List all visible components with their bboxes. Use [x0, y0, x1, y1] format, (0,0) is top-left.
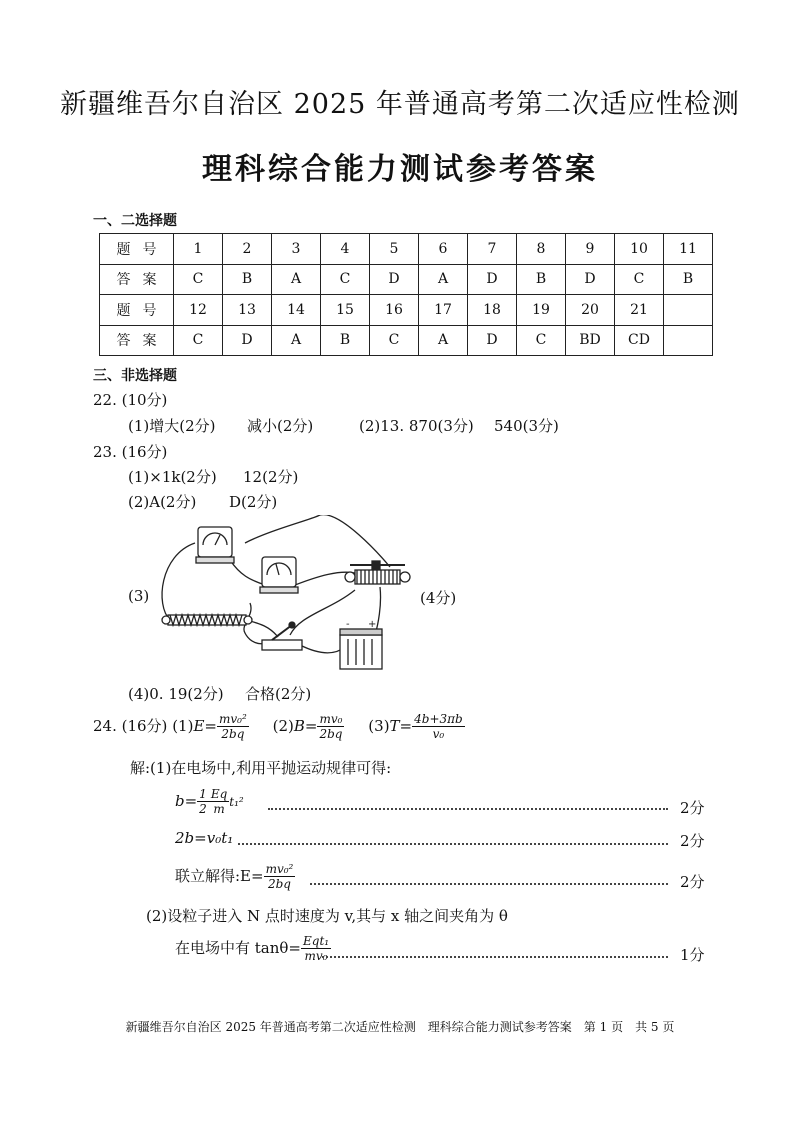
eq3-points: 2分 — [680, 873, 705, 891]
table-cell: 4 — [321, 234, 370, 265]
fraction-numerator: mv₀² — [218, 712, 247, 726]
row-label: 题号 — [100, 234, 174, 265]
q23-answer-4a: (4)0. 19(2分) — [128, 685, 224, 703]
fraction-denominator: m — [213, 802, 225, 817]
circuit-diagram — [150, 515, 430, 685]
table-cell: D — [566, 264, 615, 295]
eq1-lhs: b= — [175, 791, 198, 810]
table-row — [100, 295, 713, 326]
q22-answer-2b: 540(3分) — [494, 417, 559, 435]
table-cell — [664, 295, 713, 326]
table-cell: 18 — [468, 295, 517, 326]
leader-dots — [322, 956, 668, 958]
eq4-points: 1分 — [680, 946, 705, 964]
wire — [300, 645, 345, 653]
q24-B-fraction — [317, 712, 344, 742]
table-cell: 8 — [517, 234, 566, 265]
table-cell: D — [223, 325, 272, 356]
table-cell: B — [223, 264, 272, 295]
eq2-points: 2分 — [680, 832, 705, 850]
table-cell: A — [419, 325, 468, 356]
table-row — [100, 264, 713, 295]
exam-title: 新疆维吾尔自治区 2025 年普通高考第二次适应性检测 — [60, 89, 740, 120]
table-cell: D — [468, 264, 517, 295]
table-cell: 20 — [566, 295, 615, 326]
table-cell: 9 — [566, 234, 615, 265]
fraction-denominator: 2bq — [267, 877, 291, 892]
q23-part3-label: (3) — [128, 587, 150, 605]
row-label: 题号 — [100, 295, 174, 326]
fraction-numerator: Eq — [210, 787, 228, 801]
q24-header-line — [93, 712, 465, 742]
eq3-fraction — [264, 862, 296, 892]
fraction-denominator: 2bq — [221, 727, 245, 742]
table-cell: A — [419, 264, 468, 295]
fraction-numerator: 1 — [199, 787, 207, 801]
table-cell: 5 — [370, 234, 419, 265]
table-cell: 15 — [321, 295, 370, 326]
table-cell: 16 — [370, 295, 419, 326]
q23-answer-1b: 12(2分) — [243, 468, 299, 486]
eq1-fraction-half — [197, 787, 209, 817]
leader-dots — [238, 843, 668, 845]
battery-minus-label: - — [346, 619, 350, 630]
table-cell: D — [370, 264, 419, 295]
q24-T-lhs: T= — [389, 716, 413, 735]
q24-part2-text: (2)设粒子进入 N 点时速度为 v,其与 x 轴之间夹角为 θ — [146, 907, 508, 925]
ammeter — [196, 527, 234, 563]
q24-T-fraction — [412, 712, 465, 742]
resistance-wire — [162, 615, 252, 625]
leader-dots — [268, 808, 668, 810]
eq1-points: 2分 — [680, 799, 705, 817]
q23-answer-4b: 合格(2分) — [245, 685, 312, 703]
table-cell: 13 — [223, 295, 272, 326]
q22-answer-1a: (1)增大(2分) — [128, 417, 216, 435]
table-cell: C — [370, 325, 419, 356]
q23-answer-2a: (2)A(2分) — [128, 493, 197, 511]
q24-header: 24. (16分) — [93, 716, 168, 735]
table-cell: A — [272, 325, 321, 356]
fraction-denominator: 2bq — [319, 727, 343, 742]
table-cell: BD — [566, 325, 615, 356]
eq3-lhs: 联立解得:E= — [175, 866, 264, 885]
table-cell: 3 — [272, 234, 321, 265]
q23-header: 23. (16分) — [93, 443, 168, 461]
table-cell: B — [664, 264, 713, 295]
choice-answer-table — [99, 233, 713, 356]
voltmeter — [260, 557, 298, 593]
fraction-numerator: mv₀² — [265, 862, 294, 876]
table-cell: CD — [615, 325, 664, 356]
battery-plus-label: + — [368, 619, 377, 630]
q24-eq4 — [175, 934, 331, 964]
q24-part2-label: (2) — [272, 716, 294, 735]
table-cell: C — [174, 325, 223, 356]
table-cell: B — [321, 325, 370, 356]
q23-answer-2b: D(2分) — [229, 493, 278, 511]
leader-dots — [310, 883, 668, 885]
table-cell: 19 — [517, 295, 566, 326]
wire — [162, 543, 195, 620]
battery — [340, 629, 382, 669]
table-cell: 11 — [664, 234, 713, 265]
q24-part1-label: (1) — [172, 716, 194, 735]
q24-part3-label: (3) — [368, 716, 390, 735]
table-cell: C — [321, 264, 370, 295]
q24-eq2: 2b=v₀t₁ — [175, 829, 234, 847]
fraction-denominator: mv₀ — [304, 949, 328, 964]
table-cell: C — [517, 325, 566, 356]
table-cell: 12 — [174, 295, 223, 326]
q24-B-lhs: B= — [293, 716, 318, 735]
rheostat — [345, 561, 410, 584]
table-cell: C — [174, 264, 223, 295]
table-cell: 1 — [174, 234, 223, 265]
row-label: 答案 — [100, 325, 174, 356]
table-cell: 6 — [419, 234, 468, 265]
section-nonchoice-title: 三、非选择题 — [93, 368, 177, 384]
table-cell: 14 — [272, 295, 321, 326]
fraction-numerator: 4b+3πb — [414, 712, 463, 726]
table-cell — [664, 325, 713, 356]
table-cell: D — [468, 325, 517, 356]
fraction-numerator: mv₀ — [317, 712, 344, 727]
fraction-denominator: 2 — [199, 802, 207, 817]
q24-solution-intro: 解:(1)在电场中,利用平抛运动规律可得: — [130, 759, 392, 777]
fraction-denominator: v₀ — [432, 727, 445, 742]
q23-answer-1a: (1)×1k(2分) — [128, 468, 217, 486]
answer-key-title: 理科综合能力测试参考答案 — [202, 152, 598, 187]
q22-header: 22. (10分) — [93, 391, 168, 409]
q24-E-lhs: E= — [193, 716, 217, 735]
table-cell: C — [615, 264, 664, 295]
fraction-numerator: Eqt₁ — [303, 934, 330, 948]
table-cell: 21 — [615, 295, 664, 326]
table-row — [100, 234, 713, 265]
table-cell: 17 — [419, 295, 468, 326]
eq1-fraction-eq-m — [209, 787, 229, 817]
eq4-fraction — [301, 934, 331, 964]
eq1-tail: t₁² — [229, 794, 244, 809]
table-cell: 2 — [223, 234, 272, 265]
q22-answer-2a: (2)13. 870(3分) — [359, 417, 474, 435]
table-cell: A — [272, 264, 321, 295]
section-choice-title: 一、二选择题 — [93, 213, 177, 229]
table-cell: 10 — [615, 234, 664, 265]
table-row — [100, 325, 713, 356]
q24-eq1 — [175, 787, 244, 817]
page-footer: 新疆维吾尔自治区 2025 年普通高考第二次适应性检测 理科综合能力测试参考答案 第 1 页 共 5 页 — [125, 1020, 675, 1034]
wire — [230, 560, 265, 585]
q22-answer-1b: 减小(2分) — [247, 417, 314, 435]
q24-eq3 — [175, 862, 295, 892]
table-cell: 7 — [468, 234, 517, 265]
row-label: 答案 — [100, 264, 174, 295]
eq4-lhs: 在电场中有 tanθ= — [175, 938, 301, 957]
table-cell: B — [517, 264, 566, 295]
q24-E-fraction — [217, 712, 249, 742]
q23-part3-points: (4分) — [420, 589, 457, 607]
